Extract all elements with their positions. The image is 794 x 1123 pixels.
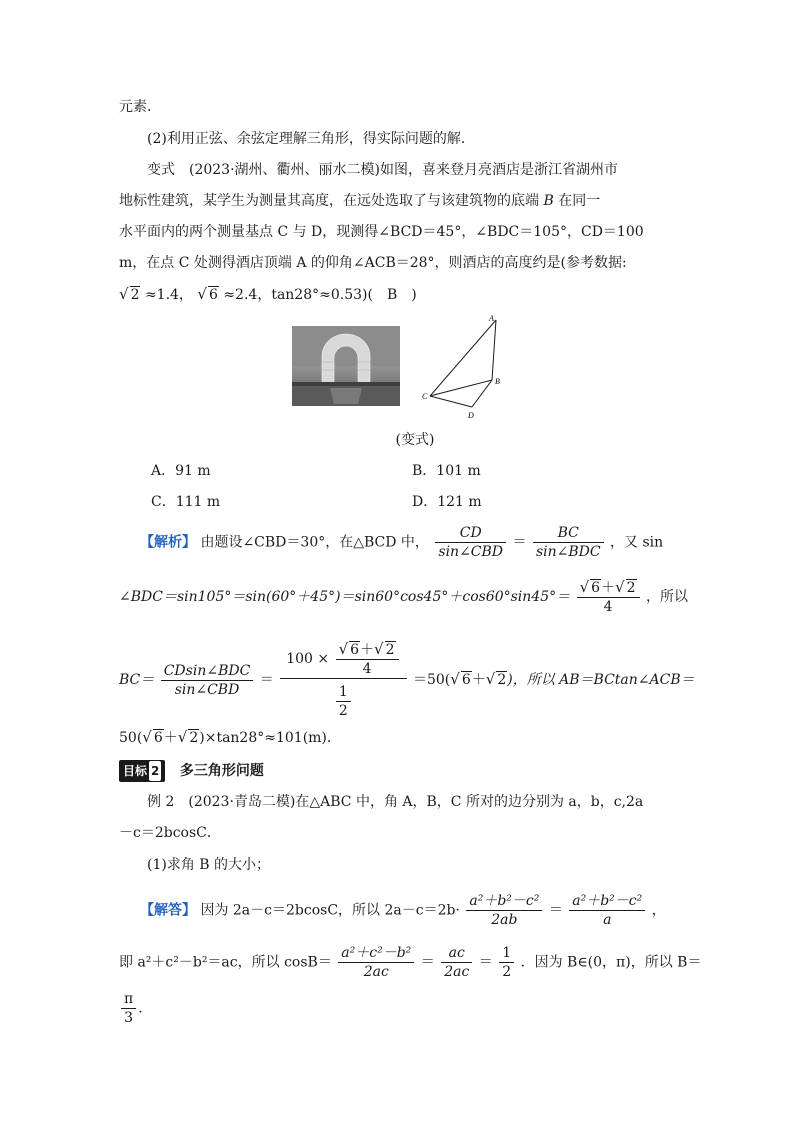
- text-span: ≈2.4，tan28°≈0.53)( B ): [223, 287, 417, 303]
- text-span: .: [138, 1000, 143, 1017]
- fraction: [533, 524, 604, 561]
- hotel-illustration: [292, 326, 400, 406]
- text-span: ∠BDC＝sin105°＝sin(60°＋45°)＝sin60°cos45°＋cos60°sin45°＝: [119, 589, 571, 605]
- text-line: 元素．: [119, 99, 161, 115]
- equals: ＝: [420, 954, 435, 971]
- fraction-num: a²＋c²－b²: [338, 944, 414, 963]
- fraction: [466, 892, 542, 929]
- fraction-num: π: [121, 990, 136, 1009]
- text-span: )，所以 AB＝BCtan∠ACB＝: [507, 672, 695, 688]
- goal-badge: [119, 760, 165, 782]
- option-c: C．111 m: [151, 494, 221, 510]
- fraction-num: ac: [441, 944, 472, 963]
- analysis-line: [140, 524, 663, 561]
- radical-icon: √: [177, 728, 188, 746]
- option-a: A．91 m: [151, 463, 211, 479]
- goal-heading: [119, 760, 264, 782]
- fraction: [435, 524, 506, 561]
- answer-line: [140, 892, 666, 929]
- radical-icon: √: [374, 640, 384, 658]
- fraction-num: 1: [499, 944, 514, 963]
- sqrt-radicand: 2: [385, 642, 395, 658]
- text-span: 地标性建筑，某学生为测量其高度，在远处选取了与该建筑物的底端: [119, 193, 539, 209]
- sqrt-radicand: 2: [130, 287, 140, 303]
- fraction-num: a²＋b²－c²: [569, 892, 645, 911]
- text-line: 变式 (2023·湖州、衢州、丽水二模)如图，喜来登月亮酒店是浙江省湖州市: [147, 162, 619, 178]
- fraction-den: sin∠BDC: [535, 544, 601, 560]
- option-b: B．101 m: [412, 463, 481, 479]
- hotel-photo: [292, 326, 400, 406]
- radical-icon: √: [338, 640, 349, 658]
- text-line: (2)利用正弦、余弦定理解三角形，得实际问题的解．: [147, 131, 475, 147]
- sqrt-radicand: 6: [153, 730, 163, 746]
- goal-badge-label: 目标: [123, 764, 148, 778]
- fraction: [569, 892, 645, 929]
- equals: ＝: [259, 672, 274, 688]
- fraction-den: 4: [603, 599, 613, 615]
- plus: ＋: [471, 672, 486, 688]
- text-line: (1)求角 B 的大小；: [147, 857, 271, 873]
- fraction-den: 4: [362, 661, 372, 677]
- fraction-num: a²＋b²－c²: [466, 892, 542, 911]
- plus: ＋: [360, 642, 375, 658]
- fraction: [499, 944, 514, 981]
- sqrt-radicand: 2: [189, 730, 199, 746]
- sqrt-radicand: 6: [461, 672, 471, 688]
- text-span: ≈1.4，: [144, 287, 193, 303]
- plus: ＋: [163, 730, 178, 746]
- equals: ＝: [548, 902, 563, 919]
- sqrt-radicand: 2: [497, 672, 507, 688]
- fraction-num: CDsin∠BDC: [161, 662, 254, 681]
- radical-icon: √: [119, 285, 129, 303]
- text-line: m，在点 C 处测得酒店顶端 A 的仰角∠ACB＝28°，则酒店的高度约是(参考数据:: [119, 255, 627, 271]
- fraction: [336, 683, 351, 720]
- radical-icon: √: [485, 670, 496, 688]
- triangle-diagram: [418, 312, 518, 427]
- plus: ＋: [601, 580, 616, 596]
- text-span: ＝50(: [412, 672, 451, 688]
- fraction-num: BC: [533, 524, 604, 543]
- radical-icon: √: [197, 285, 207, 303]
- analysis-line: [119, 578, 688, 616]
- fraction-den: [280, 679, 406, 720]
- fraction-den: 2: [338, 703, 348, 719]
- text-span: 由题设∠CBD＝30°，在△BCD 中，: [200, 534, 429, 551]
- text-line: 水平面内的两个测量基点 C 与 D，现测得∠BCD＝45°，∠BDC＝105°，CD＝100: [119, 224, 644, 240]
- label-d: D: [468, 411, 474, 420]
- fraction: [441, 944, 472, 981]
- text-span: 在同一: [558, 193, 601, 209]
- answer-tag: 【解答】: [140, 902, 196, 919]
- text-span: ，所以: [646, 589, 688, 605]
- text-span: ．因为 B∈(0，π)，所以 B＝: [520, 954, 702, 971]
- fraction-den: 2ac: [444, 964, 470, 980]
- text-span: 因为 2a－c＝2bcosC，所以 2a－c＝2b·: [200, 902, 460, 919]
- text-span: 100 ×: [286, 651, 330, 667]
- label-c: C: [422, 392, 428, 401]
- answer-line: [119, 944, 701, 981]
- fraction-num: 1: [336, 683, 351, 702]
- text-span: BC＝: [119, 672, 155, 688]
- text-span: 50(: [119, 730, 143, 746]
- fraction-den: 2: [502, 964, 512, 980]
- radical-icon: √: [615, 578, 625, 596]
- sqrt-radicand: 6: [350, 642, 360, 658]
- text-line: [119, 191, 600, 211]
- fraction: [577, 578, 640, 616]
- fraction-den: sin∠CBD: [438, 544, 504, 560]
- sqrt-radicand: 2: [626, 580, 636, 596]
- fraction: [161, 662, 254, 699]
- answer-line: [119, 990, 143, 1027]
- fraction-den: a: [603, 912, 612, 928]
- fraction-num: CD: [435, 524, 506, 543]
- goal-title: 多三角形问题: [179, 763, 264, 779]
- equals: ＝: [512, 534, 527, 551]
- analysis-line: [119, 727, 341, 748]
- point-b: B: [543, 193, 554, 209]
- fraction: [338, 944, 414, 981]
- fraction-num: [577, 578, 640, 598]
- fraction-num: [336, 640, 399, 660]
- text-span: )×tan28°≈101(m)．: [199, 730, 341, 746]
- analysis-tag: 【解析】: [140, 534, 196, 551]
- text-span: 即 a²＋c²－b²＝ac，所以 cosB＝: [119, 954, 332, 971]
- fraction: [121, 990, 136, 1027]
- fraction: [336, 640, 399, 678]
- radical-icon: √: [579, 578, 590, 596]
- fraction-den: 2ac: [363, 964, 389, 980]
- analysis-line: [119, 640, 695, 720]
- label-a: A: [489, 314, 494, 323]
- sqrt-radicand: 6: [208, 287, 218, 303]
- goal-badge-number: 2: [149, 761, 161, 781]
- fraction-den: 2ab: [491, 912, 518, 928]
- text-line: －c＝2bcosC．: [119, 825, 221, 841]
- equals: ＝: [478, 954, 493, 971]
- figure-caption: (变式): [395, 432, 435, 448]
- big-fraction: [280, 640, 406, 720]
- text-line: 例 2 (2023·青岛二模)在△ABC 中，角 A，B，C 所对的边分别为 a，b，c,2a: [147, 794, 644, 810]
- label-b: B: [495, 377, 500, 386]
- radical-icon: √: [450, 670, 460, 688]
- fraction-num: [280, 640, 406, 679]
- radical-icon: √: [142, 728, 152, 746]
- text-line: [119, 284, 417, 305]
- text-span: ，又 sin: [610, 534, 664, 551]
- sqrt-radicand: 6: [591, 580, 601, 596]
- option-d: D．121 m: [412, 494, 482, 510]
- fraction-den: sin∠CBD: [174, 681, 240, 698]
- fraction-den: 3: [124, 1010, 134, 1026]
- text-span: ，: [651, 902, 666, 919]
